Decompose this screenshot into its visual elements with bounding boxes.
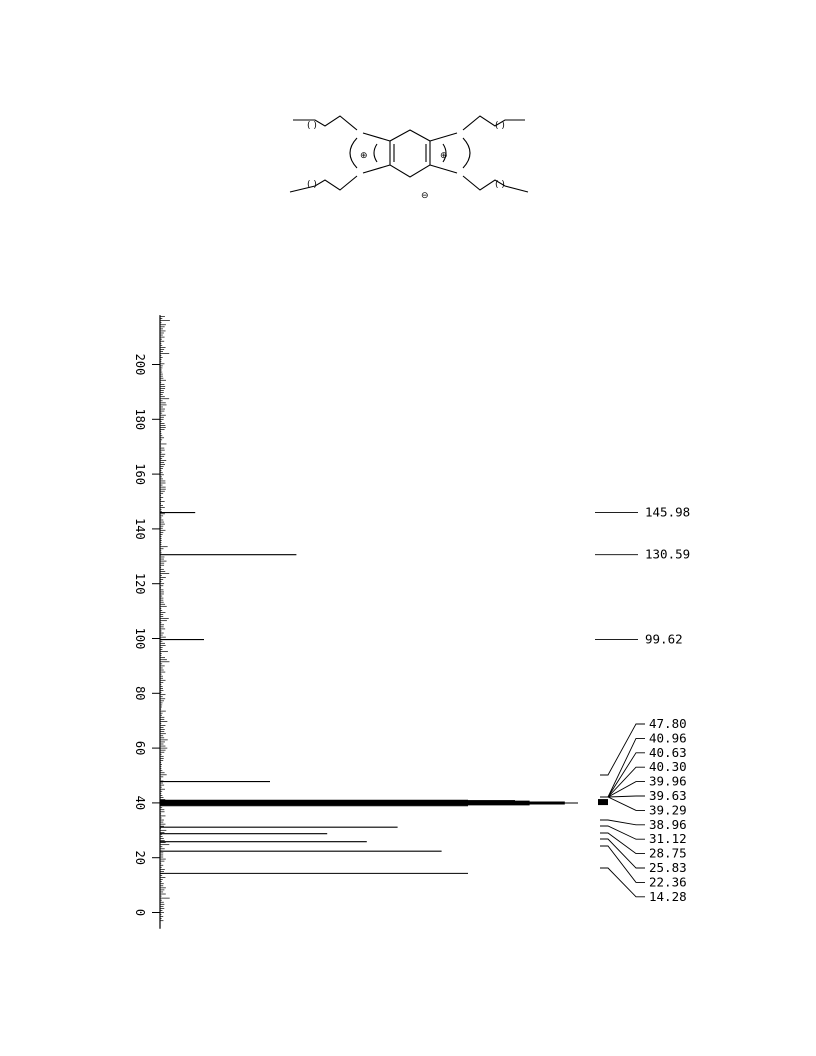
label-leader — [600, 738, 645, 797]
peak-label: 28.75 — [649, 845, 687, 861]
axis-tick-label: 20 — [133, 850, 147, 865]
axis-tick-label: 80 — [133, 686, 147, 701]
axis-tick-label: 140 — [133, 518, 147, 540]
label-leader — [600, 846, 645, 882]
chain-repeat-mark: ( ) — [307, 180, 317, 190]
positive-charge-right: ⊕ — [440, 151, 448, 161]
peak-label: 99.62 — [645, 631, 683, 647]
solvent-peak-band — [160, 800, 515, 804]
axis-tick-label: 120 — [133, 572, 147, 595]
chain-repeat-mark: ( ) — [495, 121, 505, 131]
label-leader — [600, 782, 645, 797]
solvent-peak-marker — [598, 799, 608, 805]
peak-label: 47.80 — [649, 716, 687, 731]
chain-repeat-mark: ( ) — [495, 180, 505, 190]
peak-label: 145.98 — [645, 504, 691, 520]
peak-label: 39.63 — [649, 788, 687, 803]
peak-label: 22.36 — [649, 874, 687, 890]
peak-label: 39.96 — [649, 773, 687, 789]
peak-label: 38.96 — [649, 816, 687, 832]
axis-tick-label: 0 — [133, 908, 147, 917]
peak-label: 40.96 — [649, 730, 687, 746]
peak-label: 40.63 — [649, 744, 687, 760]
label-leader — [600, 820, 645, 825]
peak-label: 39.29 — [649, 802, 687, 818]
axis-tick-label: 160 — [133, 463, 147, 485]
label-leader — [600, 833, 645, 854]
chain-repeat-mark: ( ) — [307, 121, 317, 131]
peak-label: 25.83 — [649, 860, 687, 875]
baseline-noise — [160, 317, 170, 921]
peak-label: 31.12 — [649, 831, 687, 847]
axis-tick-label: 60 — [133, 740, 147, 756]
axis-tick-label: 100 — [133, 627, 147, 650]
label-leader — [600, 767, 645, 797]
positive-charge-left: ⊕ — [360, 151, 368, 161]
peak-label-list — [595, 505, 690, 904]
peak-label: 40.30 — [649, 759, 687, 775]
peak-label: 130.59 — [645, 546, 691, 562]
axis-tick-label: 180 — [133, 408, 147, 431]
shift-axis — [133, 315, 160, 929]
axis-tick-label: 40 — [133, 795, 147, 811]
peak-label: 14.28 — [649, 888, 687, 904]
peak-lines — [160, 513, 608, 874]
negative-charge: ⊖ — [421, 191, 429, 201]
axis-tick-label: 200 — [133, 353, 147, 376]
